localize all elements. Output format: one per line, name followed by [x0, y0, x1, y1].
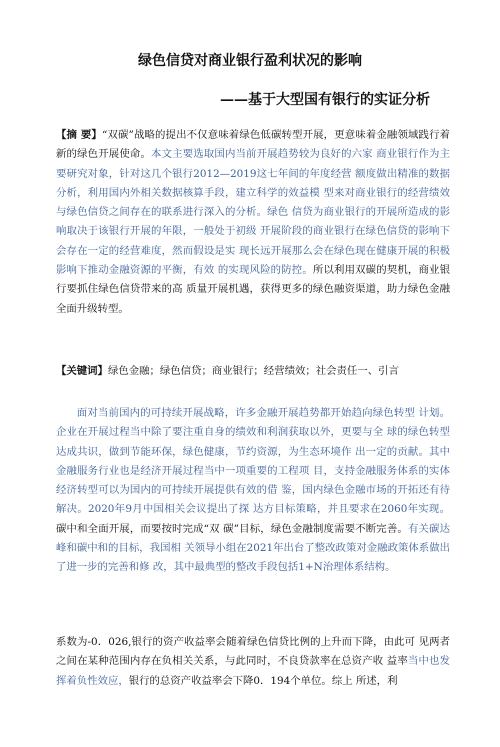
abstract-label: 【摘 要】	[56, 129, 102, 141]
body-paragraph-1	[56, 404, 450, 578]
abstract-text-3: 所以利用双碳的契机，商业银行要抓住绿色信贷带来的高 质量开展机遇，获得更多的绿色融资渠道，助力绿色金融全面升级转型。	[56, 264, 450, 315]
document-subtitle: ——基于大型国有银行的实证分析	[220, 92, 430, 108]
keywords-label: 【关键词】	[56, 365, 108, 377]
body1-text-2: 碳中和全面开展，而要按时完成“双 碳”目标，绿色金融制度需要不断完善。	[56, 522, 408, 535]
keywords-text: 绿色金融；绿色信贷；商业银行；经营绩效；社会责任一、引言	[107, 365, 399, 377]
abstract-text-1: “双碳”战略的提出不仅意味着绿色低碳转型开展，更意味着金融领域践行着新的绿色开展使命。	[56, 129, 450, 161]
body2-text-1: 系数为-0．026,银行的资产收益率会随着绿色信贷比例的上升而下降，由此可 见两者之间在某种范围内存在负相关关系，与此同时，不良贷款率在总资产收 益率	[56, 636, 450, 668]
body2-text-3: 银行的总资产收益率会下降0．194个单位。综上 所述，利	[128, 674, 398, 687]
body-paragraph-2	[56, 633, 450, 691]
keywords-paragraph	[56, 362, 450, 381]
body2-text-2: 当中也发挥着负性效应，	[56, 655, 450, 687]
abstract-text-2: 本文主要选取国内当前开展趋势较为良好的六家 商业银行作为主要研究对象，针对这几个银行2012—2019这七年间的年度经营 额度做出精准的数据分析，利用国内外相关数据核算手段，建立科学的效益模 型来对商业银行的经营绩效与绿色信贷之间存在的联系进行深入的分析。绿色 信贷为商业银行的开展所造成的影响取决于该银行开展的年限，一般处于初级 开展阶段的商业银行在绿色信贷的影响下会存在一定的经营难度，然而假设是实 现长远开展那么会在绿色现在健康开展的积极影响下推动金融资源的平衡，有效 的实现风险的防控。	[56, 148, 450, 277]
abstract-paragraph	[56, 126, 450, 319]
body1-text-1: 面对当前国内的可持续开展战略，许多金融开展趋势都开始趋向绿色转型 计划。企业在开展过程当中除了要注重自身的绩效和利润获取以外，更要与全 球的绿色转型达成共识，做到节能环保，绿色健康，节约资源，为生态环境作 出一定的贡献。其中金融服务行业也是经济开展过程当中一项重要的工程项 目，支持金融服务体系的实体经济转型可以为国内的可持续开展提供有效的借 鉴，国内绿色金融市场的开拓还有待解决。2020年9月中国相关会议提出了探 达方目标策略，并且要求在2060年实现。	[56, 407, 450, 516]
body1-text-3: 有关碳达峰和碳中和的目标，我国相 关领导小组在2021年出台了整改政策对金融政策体系做出了进一步的完善和修 改，其中最典型的整改手段包括1+N治理体系结构。	[56, 522, 450, 574]
document-title: 绿色信贷对商业银行盈利状况的影响	[138, 53, 362, 69]
